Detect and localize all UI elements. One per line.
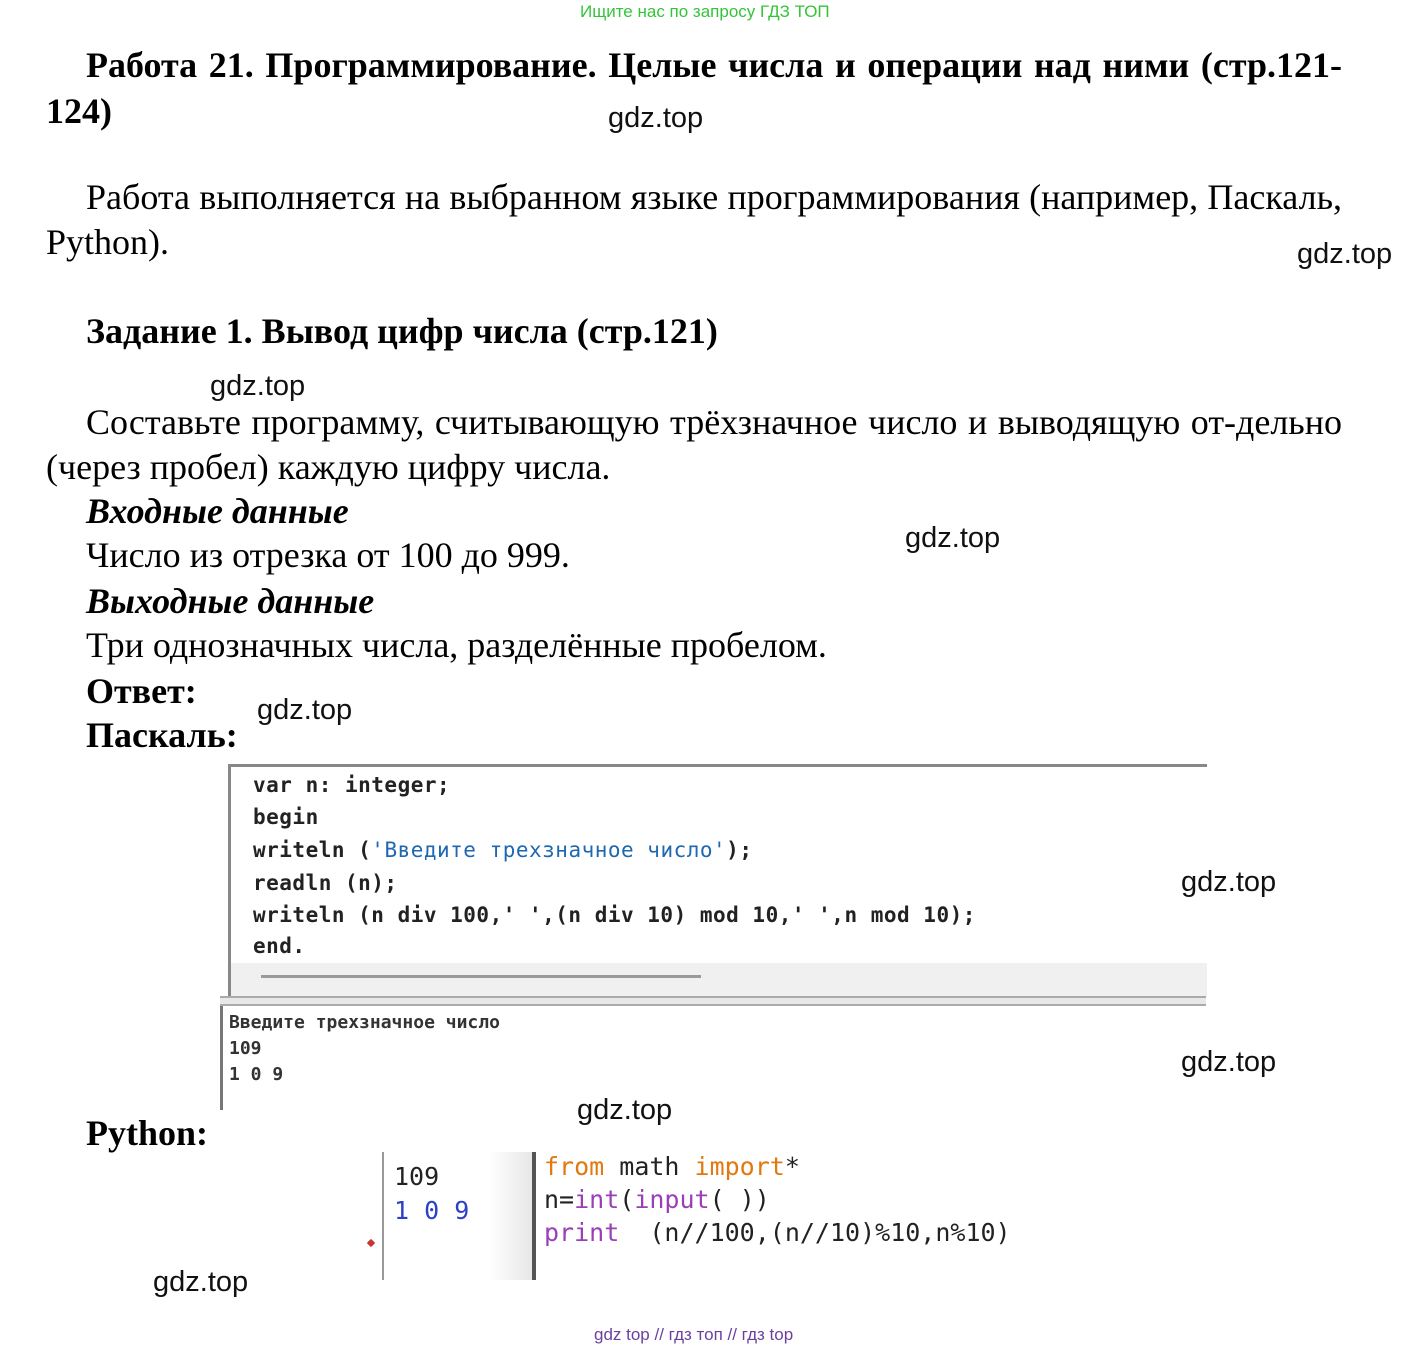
panel-splitter[interactable]: [220, 996, 1206, 1006]
watermark: gdz.top: [608, 102, 704, 134]
horizontal-scrollbar[interactable]: [231, 963, 1207, 997]
console-line: 109: [229, 1038, 262, 1059]
python-code-line: n=int(input( )): [544, 1185, 770, 1214]
pascal-code-line: end.: [253, 934, 306, 958]
intro-paragraph: Работа выполняется на выбранном языке программирования (например, Паскаль, Python).: [46, 177, 1342, 262]
pascal-code-line: writeln (n div 100,' ',(n div 10) mod 10,' ',n mod 10);: [253, 903, 976, 927]
watermark: gdz.top: [153, 1266, 249, 1298]
breakpoint-marker-icon: [367, 1239, 375, 1247]
watermark: gdz.top: [1297, 238, 1393, 270]
console-line: Введите трехзначное число: [229, 1012, 500, 1033]
answer-label: Ответ:: [86, 671, 197, 711]
pane-divider[interactable]: [532, 1152, 536, 1280]
page-title: Работа 21. Программирование. Целые числа и операции над ними (стр.121-124): [46, 45, 1342, 131]
python-code-line: print (n//100,(n//10)%10,n%10): [544, 1218, 1011, 1247]
python-ide-screenshot: [368, 1152, 1048, 1282]
output-text: Три однозначных числа, разделённые пробелом.: [86, 625, 827, 665]
pascal-output-console: [220, 1006, 1209, 1110]
input-label: Входные данные: [86, 491, 349, 531]
pascal-label: Паскаль:: [86, 715, 238, 755]
pascal-code-line: begin: [253, 805, 319, 829]
pascal-code-line: readln (n);: [253, 871, 398, 895]
scrollbar-thumb[interactable]: [261, 975, 701, 978]
pascal-editor: [228, 764, 1207, 997]
pascal-ide-screenshot: [220, 756, 1206, 1110]
footer-banner: gdz top // гдз топ // гдз top: [594, 1325, 794, 1344]
watermark: gdz.top: [1181, 1046, 1277, 1078]
watermark: gdz.top: [577, 1094, 673, 1126]
shell-output-line: 1 0 9: [394, 1196, 470, 1225]
console-line: 1 0 9: [229, 1064, 284, 1085]
watermark: gdz.top: [905, 522, 1001, 554]
python-label: Python:: [86, 1113, 209, 1153]
watermark: gdz.top: [257, 694, 353, 726]
output-label: Выходные данные: [86, 581, 375, 621]
task-title: Задание 1. Вывод цифр числа (стр.121): [86, 311, 718, 351]
watermark: gdz.top: [1181, 866, 1277, 898]
top-banner: Ищите нас по запросу ГДЗ ТОП: [580, 2, 830, 21]
pascal-code-line: writeln ('Введите трехзначное число');: [253, 838, 753, 862]
python-code-line: from math import*: [544, 1152, 800, 1181]
shell-input-line: 109: [394, 1162, 440, 1191]
task-statement: Составьте программу, считывающую трёхзначное число и выводящую от-дельно (через пробел) каждую цифру числа.: [46, 402, 1342, 487]
python-shell-output: [384, 1152, 534, 1280]
watermark: gdz.top: [210, 370, 306, 402]
pascal-code-line: var n: integer;: [253, 773, 451, 797]
input-text: Число из отрезка от 100 до 999.: [86, 535, 570, 575]
